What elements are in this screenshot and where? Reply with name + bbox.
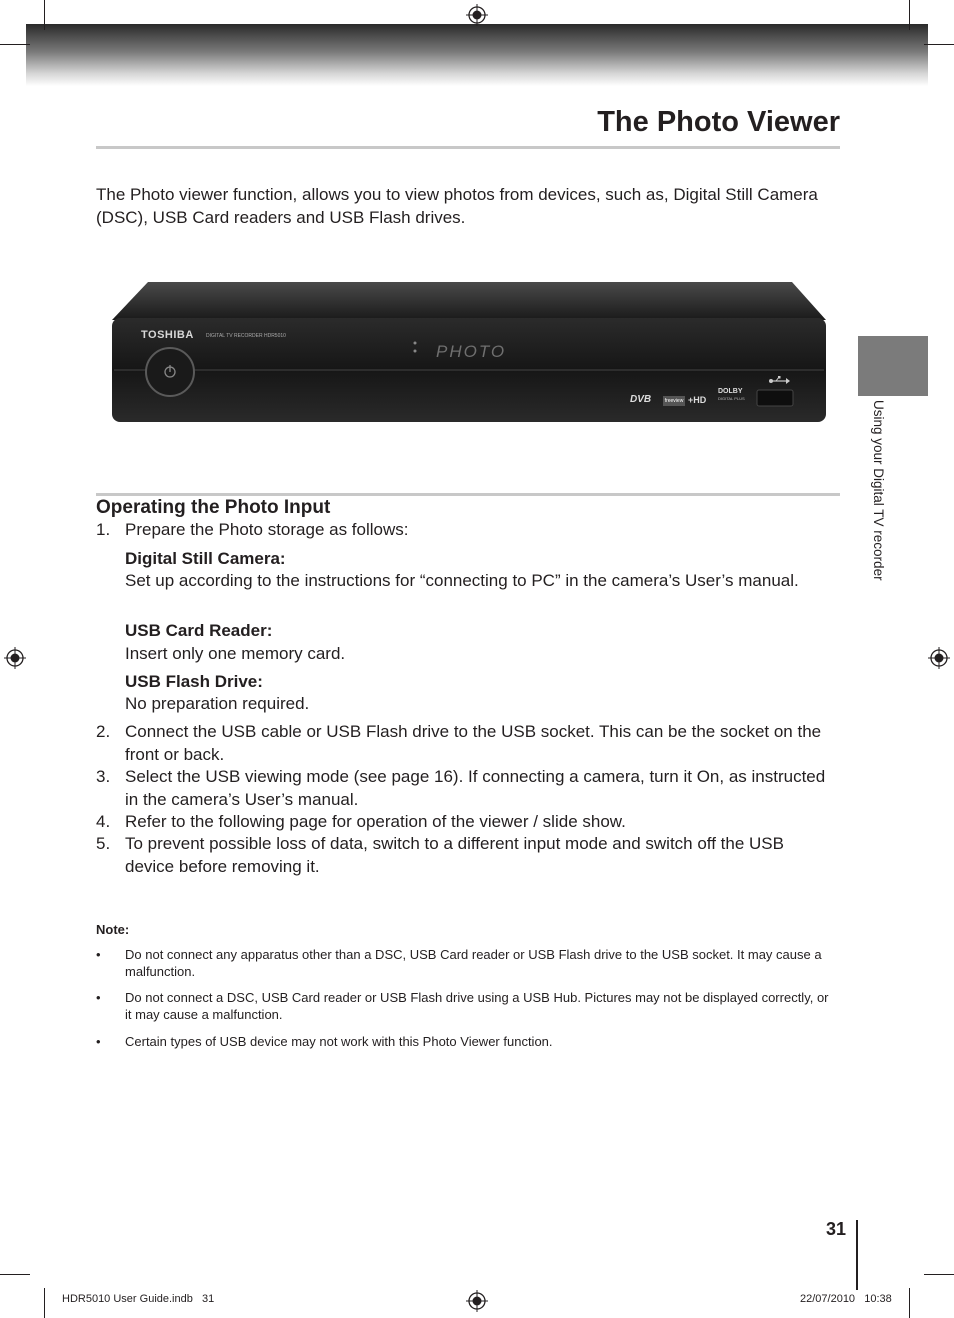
page-number: 31 xyxy=(826,1219,847,1239)
device-display: PHOTO xyxy=(436,342,507,361)
freeview-logo: freeview xyxy=(664,398,684,404)
usb-icon xyxy=(768,376,790,386)
registration-mark-icon xyxy=(4,647,26,669)
note-item: Certain types of USB device may not work with this Photo Viewer function. xyxy=(125,1034,553,1049)
dvb-logo: DVB xyxy=(630,394,652,405)
step-number: 5. xyxy=(96,834,111,853)
subitem-heading: USB Flash Drive: xyxy=(125,672,263,691)
device-model-label: DIGITAL TV RECORDER HDR5010 xyxy=(206,333,286,339)
registration-mark-icon xyxy=(466,4,488,26)
section-heading: Operating the Photo Input xyxy=(96,497,331,518)
note-label: Note: xyxy=(96,922,130,937)
step-number: 1. xyxy=(96,520,111,539)
slug-filename: HDR5010 User Guide.indb 31 xyxy=(62,1293,215,1305)
bullet-glyph: • xyxy=(96,947,101,962)
step-number: 3. xyxy=(96,767,111,786)
title-rule xyxy=(96,146,840,149)
subitem-heading: USB Card Reader: xyxy=(125,621,273,640)
dolby-logo: DOLBY xyxy=(718,388,743,395)
registration-mark-icon xyxy=(466,1290,488,1312)
step-text: Prepare the Photo storage as follows: xyxy=(125,520,409,539)
bullet-glyph: • xyxy=(96,990,101,1005)
header-band xyxy=(26,24,928,86)
slug-timestamp: 22/07/2010 10:38 xyxy=(800,1293,892,1305)
page-title: The Photo Viewer xyxy=(597,106,840,138)
section-rule xyxy=(96,493,840,496)
side-tab xyxy=(858,336,928,396)
subitem-heading: Digital Still Camera: xyxy=(125,549,286,568)
registration-mark-icon xyxy=(928,647,950,669)
device-brand-label: TOSHIBA xyxy=(141,329,194,341)
step-text: Select the USB viewing mode (see page 16). If connecting a camera, turn it On, as instructed in the camera’s User’s manual. xyxy=(125,767,826,809)
subitem-text: Insert only one memory card. xyxy=(125,644,346,663)
step-text: To prevent possible loss of data, switch to a different input mode and switch off the USB device before removing it. xyxy=(125,834,784,876)
intro-paragraph: The Photo viewer function, allows you to view photos from devices, such as, Digital Still Camera (DSC), USB Card readers and USB Flash drives. xyxy=(96,185,818,227)
bullet-glyph: • xyxy=(96,1034,101,1049)
side-tab-text xyxy=(866,400,890,640)
step-number: 4. xyxy=(96,812,111,831)
side-tab-label: Using your Digital TV recorder xyxy=(871,400,886,581)
subitem-text: No preparation required. xyxy=(125,694,310,713)
step-number: 2. xyxy=(96,722,111,741)
note-item: Do not connect any apparatus other than a DSC, USB Card reader or USB Flash drive to the USB socket. It may cause a malfunction. xyxy=(125,947,822,979)
subitem-text: Set up according to the instructions for “connecting to PC” in the camera’s User’s manual. xyxy=(125,571,799,590)
step-text: Connect the USB cable or USB Flash drive to the USB socket. This can be the socket on the front or back. xyxy=(125,722,822,764)
note-item: Do not connect a DSC, USB Card reader or USB Flash drive using a USB Hub. Pictures may not be displayed correctly, or it may cause a malfunction. xyxy=(125,990,829,1022)
hd-logo: +HD xyxy=(688,395,707,405)
dolby-sub-label: DIGITAL PLUS xyxy=(718,396,745,401)
step-text: Refer to the following page for operation of the viewer / slide show. xyxy=(125,812,626,831)
page-number-rule xyxy=(856,1220,858,1290)
